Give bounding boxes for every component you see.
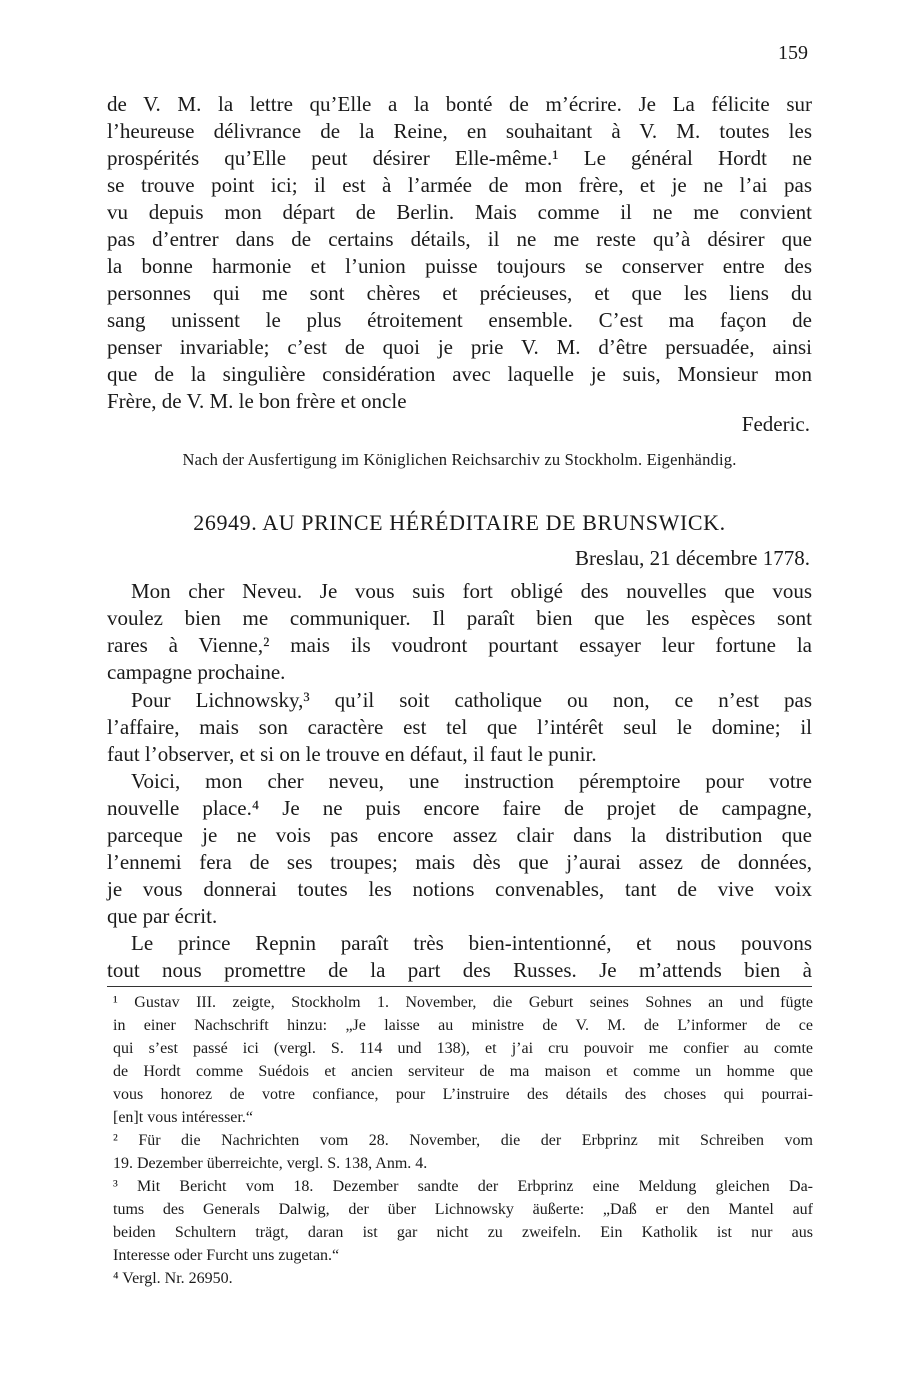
footnote-line: ² Für die Nachrichten vom 28. November, die der Erbprinz mit Schreiben vom: [113, 1132, 813, 1149]
footnote-line: ¹ Gustav III. zeigte, Stockholm 1. November, die Geburt seines Sohnes an und fügte: [113, 994, 813, 1011]
text-line: rares à Vienne,² mais ils voudront pourtant essayer leur fortune la: [107, 633, 812, 657]
text-line: de V. M. la lettre qu’Elle a la bonté de m’écrire. Je La félicite sur: [107, 92, 812, 116]
footnote-line: beiden Schultern trägt, daran ist gar nicht zu zweifeln. Ein Katholik ist nur aus: [113, 1224, 813, 1241]
text-line: sang unissent le plus étroitement ensemble. C’est ma façon de: [107, 308, 812, 332]
text-line: campagne prochaine.: [107, 660, 286, 684]
text-line: l’affaire, mais son caractère est tel que l’intérêt seul le domine; il: [107, 715, 812, 739]
footnote-line: in einer Nachschrift hinzu: „Je laisse au ministre de V. M. de L’informer de ce: [113, 1017, 813, 1034]
footnote-line: [en]t vous intéresser.“: [113, 1109, 253, 1126]
text-line: que de la singulière considération avec laquelle je suis, Monsieur mon: [107, 362, 812, 386]
footnote-line: 19. Dezember überreichte, vergl. S. 138, Anm. 4.: [113, 1155, 428, 1172]
dateline: Breslau, 21 décembre 1778.: [574, 546, 810, 570]
text-line: la bonne harmonie et l’union puisse toujours se conserver entre des: [107, 254, 812, 278]
footnote-line: tums des Generals Dalwig, der über Lichnowsky äußerte: „Daß er den Mantel auf: [113, 1201, 813, 1218]
text-line: prospérités qu’Elle peut désirer Elle-même.¹ Le général Hordt ne: [107, 146, 812, 170]
signature: Federic.: [741, 412, 810, 436]
footnote-rule: [107, 986, 812, 987]
text-line: voulez bien me communiquer. Il paraît bien que les espèces sont: [107, 606, 812, 630]
text-line: personnes qui me sont chères et précieuses, et que les liens du: [107, 281, 812, 305]
footnote-line: Interesse oder Furcht uns zugetan.“: [113, 1247, 340, 1264]
text-line: penser invariable; c’est de quoi je prie V. M. d’être persuadée, ainsi: [107, 335, 812, 359]
page-number: 159: [778, 42, 808, 64]
text-line: l’ennemi fera de ses troupes; mais dès que j’aurai assez de données,: [107, 850, 812, 874]
text-line: pas d’entrer dans de certains détails, il ne me reste qu’à désirer que: [107, 227, 812, 251]
text-line: vu depuis mon départ de Berlin. Mais comme il ne me convient: [107, 200, 812, 224]
text-line: Pour Lichnowsky,³ qu’il soit catholique ou non, ce n’est pas: [131, 688, 812, 712]
text-line: que par écrit.: [107, 904, 218, 928]
text-line: parceque je ne vois pas encore assez clair dans la distribution que: [107, 823, 812, 847]
footnote-line: ³ Mit Bericht vom 18. Dezember sandte der Erbprinz eine Meldung gleichen Da-: [113, 1178, 813, 1195]
source-note: Nach der Ausfertigung im Königlichen Reichsarchiv zu Stockholm. Eigenhändig.: [182, 450, 737, 469]
text-line: l’heureuse délivrance de la Reine, en souhaitant à V. M. toutes les: [107, 119, 812, 143]
text-line: Mon cher Neveu. Je vous suis fort obligé des nouvelles que vous: [131, 579, 812, 603]
text-line: Frère, de V. M. le bon frère et oncle: [107, 389, 407, 413]
footnote-line: de Hordt comme Suédois et ancien serviteur de ma maison et comme un homme que: [113, 1063, 813, 1080]
text-line: se trouve point ici; il est à l’armée de mon frère, et je ne l’ai pas: [107, 173, 812, 197]
footnote-line: qui s’est passé ici (vergl. S. 114 und 138), et j’ai cru pouvoir me confier au comte: [113, 1040, 813, 1057]
text-line: faut l’observer, et si on le trouve en défaut, il faut le punir.: [107, 742, 597, 766]
text-line: tout nous promettre de la part des Russes. Je m’attends bien à: [107, 958, 812, 982]
footnote-line: ⁴ Vergl. Nr. 26950.: [113, 1270, 233, 1287]
text-line: Le prince Repnin paraît très bien-intentionné, et nous pouvons: [131, 931, 812, 955]
footnote-line: vous honorez de votre confiance, pour L’instruire des détails des choses qui pourrai-: [113, 1086, 813, 1103]
text-line: je vous donnerai toutes les notions convenables, tant de vive voix: [107, 877, 812, 901]
letter-heading: 26949. AU PRINCE HÉRÉDITAIRE DE BRUNSWICK.: [193, 510, 726, 535]
text-line: Voici, mon cher neveu, une instruction péremptoire pour votre: [131, 769, 812, 793]
text-line: nouvelle place.⁴ Je ne puis encore faire de projet de campagne,: [107, 796, 812, 820]
